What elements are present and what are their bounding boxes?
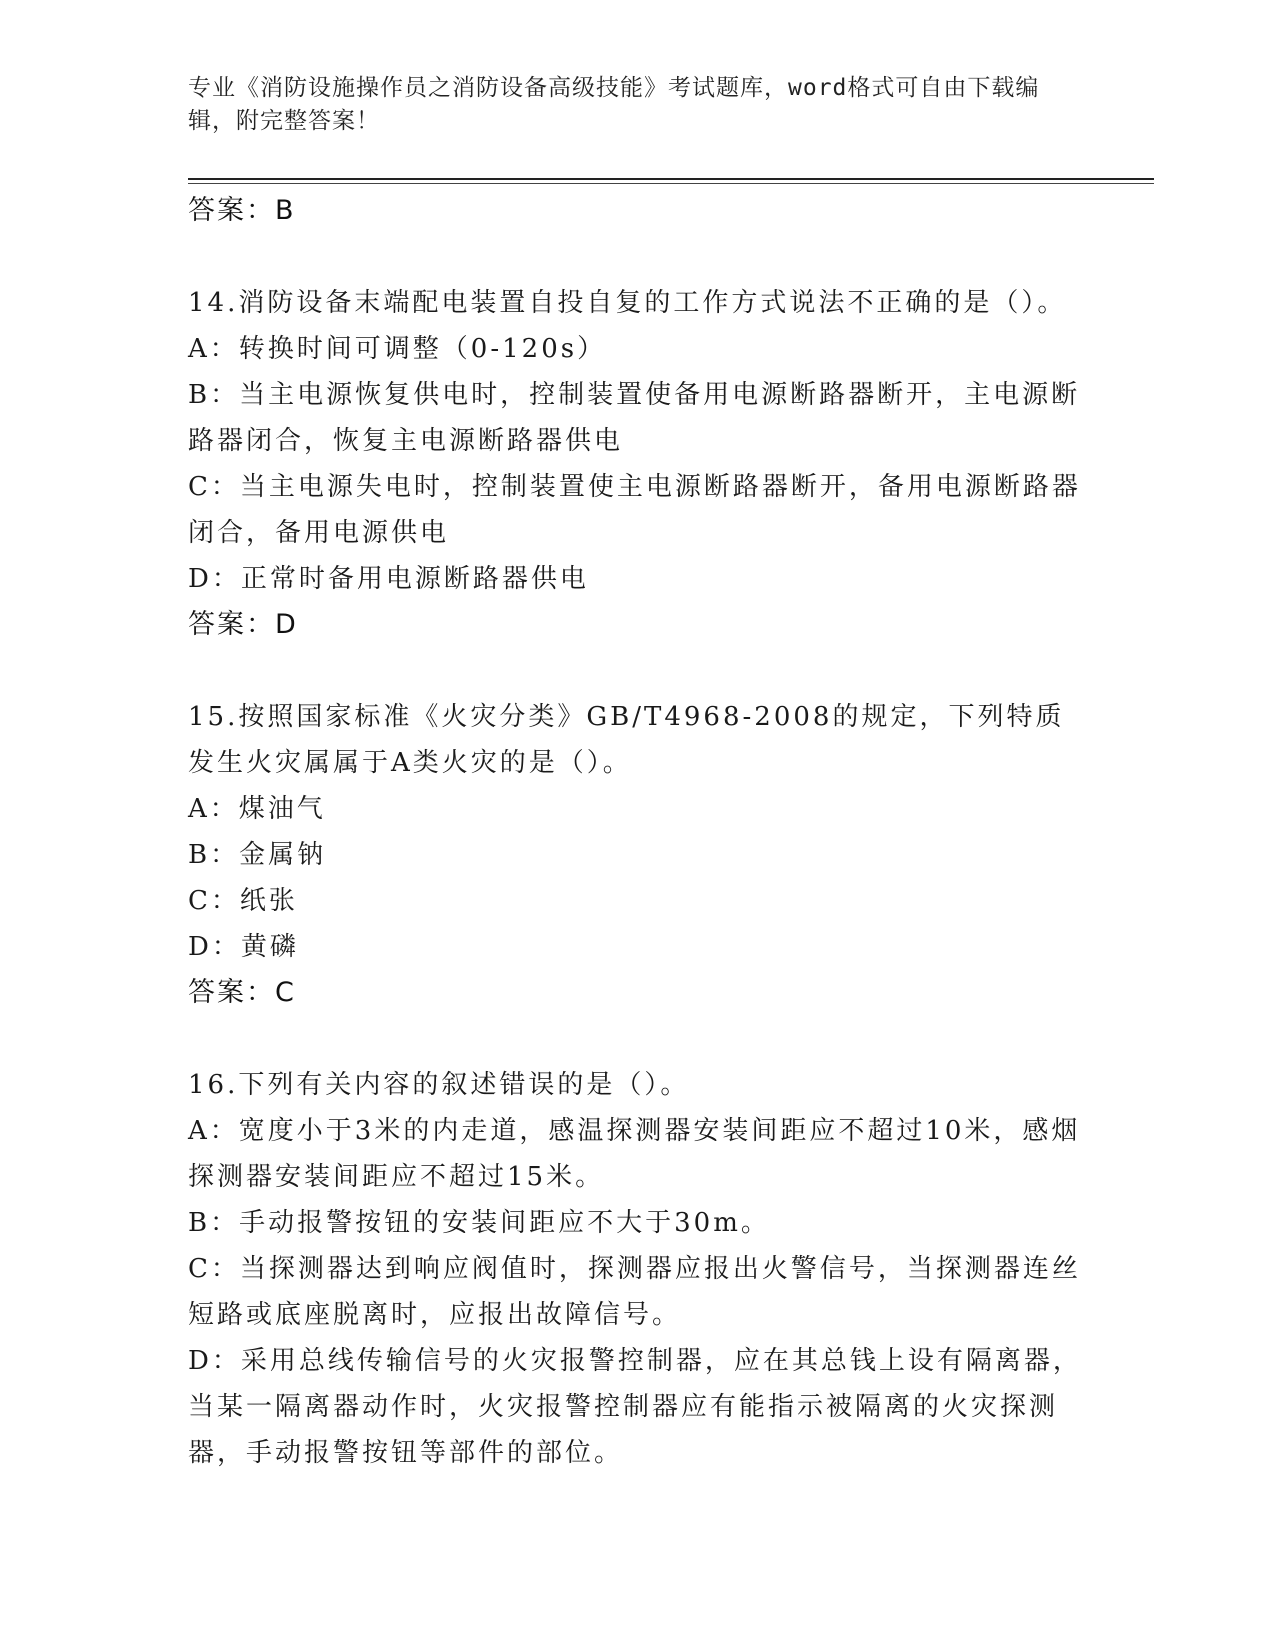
option-b: B：金属钠 <box>188 840 327 870</box>
spacer <box>188 648 1088 694</box>
document-body <box>188 188 1088 1476</box>
answer-line: 答案：B <box>188 195 296 226</box>
option-c: C：纸张 <box>188 886 298 916</box>
header-divider <box>188 178 1154 180</box>
answer-line: 答案：C <box>188 977 296 1008</box>
header-divider-thin <box>188 183 1154 184</box>
option-a: A：煤油气 <box>188 794 326 824</box>
option-d: D：正常时备用电源断路器供电 <box>188 564 589 594</box>
question-block <box>188 280 1088 648</box>
option-b: B：手动报警按钮的安装间距应不大于30m。 <box>188 1208 770 1238</box>
option-c: C：当探测器达到响应阀值时，探测器应报出火警信号，当探测器连丝短路或底座脱离时，应报出故障信号。 <box>188 1254 1081 1330</box>
option-d: D：黄磷 <box>188 932 299 962</box>
question-block <box>188 1062 1088 1476</box>
question-stem: 16.下列有关内容的叙述错误的是（）。 <box>188 1070 690 1100</box>
answer-line: 答案：D <box>188 609 298 640</box>
question-block <box>188 694 1088 1016</box>
option-a: A：转换时间可调整（0-120s） <box>188 334 607 364</box>
option-d: D：采用总线传输信号的火灾报警控制器，应在其总钱上设有隔离器，当某一隔离器动作时，火灾报警控制器应有能指示被隔离的火灾探测器，手动报警按钮等部件的部位。 <box>188 1346 1082 1468</box>
option-b: B：当主电源恢复供电时，控制装置使备用电源断路器断开，主电源断路器闭合，恢复主电源断路器供电 <box>188 380 1081 456</box>
spacer <box>188 234 1088 280</box>
option-c: C：当主电源失电时，控制装置使主电源断路器断开，备用电源断路器闭合，备用电源供电 <box>188 472 1081 548</box>
page-header-text: 专业《消防设施操作员之消防设备高级技能》考试题库，word格式可自由下载编辑，附完整答案！ <box>188 75 1040 134</box>
option-a: A：宽度小于3米的内走道，感温探测器安装间距应不超过10米，感烟探测器安装间距应不超过15米。 <box>188 1116 1081 1192</box>
question-stem: 14.消防设备末端配电装置自投自复的工作方式说法不正确的是（）。 <box>188 288 1067 318</box>
question-stem: 15.按照国家标准《火灾分类》GB/T4968-2008的规定，下列特质发生火灾属属于A类火灾的是（）。 <box>188 702 1065 778</box>
spacer <box>188 1016 1088 1062</box>
